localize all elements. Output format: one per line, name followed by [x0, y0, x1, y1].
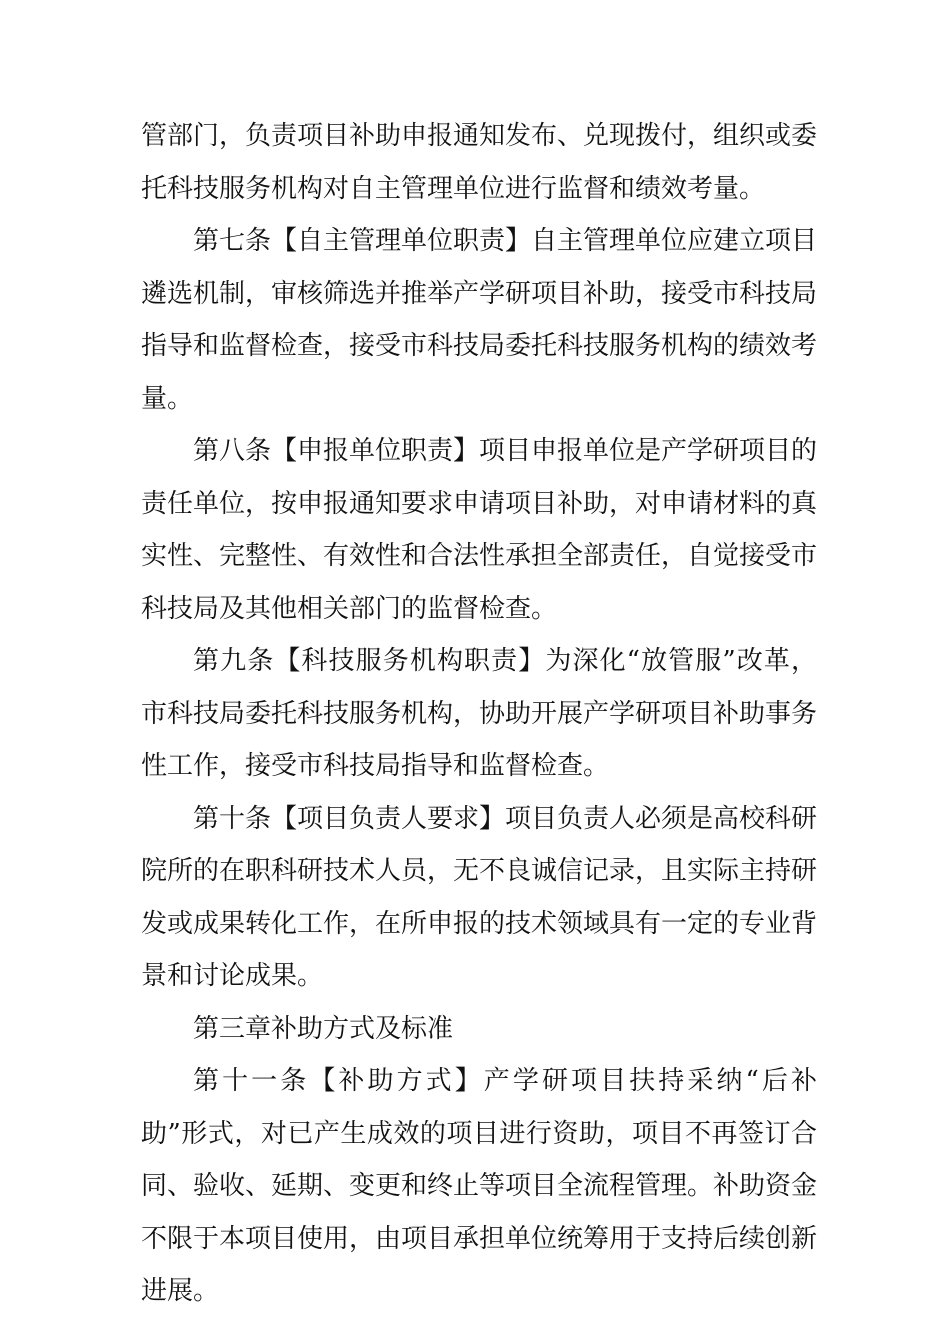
document-body [141, 110, 817, 1318]
paragraph-article-11: 第十一条【补助方式】产学研项目扶持采纳“后补助”形式，对已产生成效的项目进行资助，项目不再签订合同、验收、延期、变更和终止等项目全流程管理。补助资金不限于本项目使用，由项目承担单位统筹用于支持后续创新进展。 [141, 1066, 818, 1306]
paragraph-article-7: 第七条【自主管理单位职责】自主管理单位应建立项目遴选机制，审核筛选并推举产学研项目补助，接受市科技局指导和监督检查，接受市科技局委托科技服务机构的绩效考量。 [141, 226, 818, 414]
paragraph-article-9: 第九条【科技服务机构职责】为深化“放管服”改革，市科技局委托科技服务机构，协助开展产学研项目补助事务性工作，接受市科技局指导和监督检查。 [141, 646, 818, 781]
chapter-3-heading: 第三章补助方式及标准 [193, 1013, 454, 1044]
paragraph-article-8: 第八条【申报单位职责】项目申报单位是产学研项目的责任单位，按申报通知要求申请项目补助，对申请材料的真实性、完整性、有效性和合法性承担全部责任，自觉接受市科技局及其他相关部门的监督检查。 [141, 436, 818, 624]
paragraph-continuation: 管部门，负责项目补助申报通知发布、兑现拨付，组织或委托科技服务机构对自主管理单位进行监督和绩效考量。 [141, 121, 818, 204]
paragraph-article-10: 第十条【项目负责人要求】项目负责人必须是高校科研院所的在职科研技术人员，无不良诚信记录，且实际主持研发或成果转化工作，在所申报的技术领域具有一定的专业背景和讨论成果。 [141, 803, 818, 991]
